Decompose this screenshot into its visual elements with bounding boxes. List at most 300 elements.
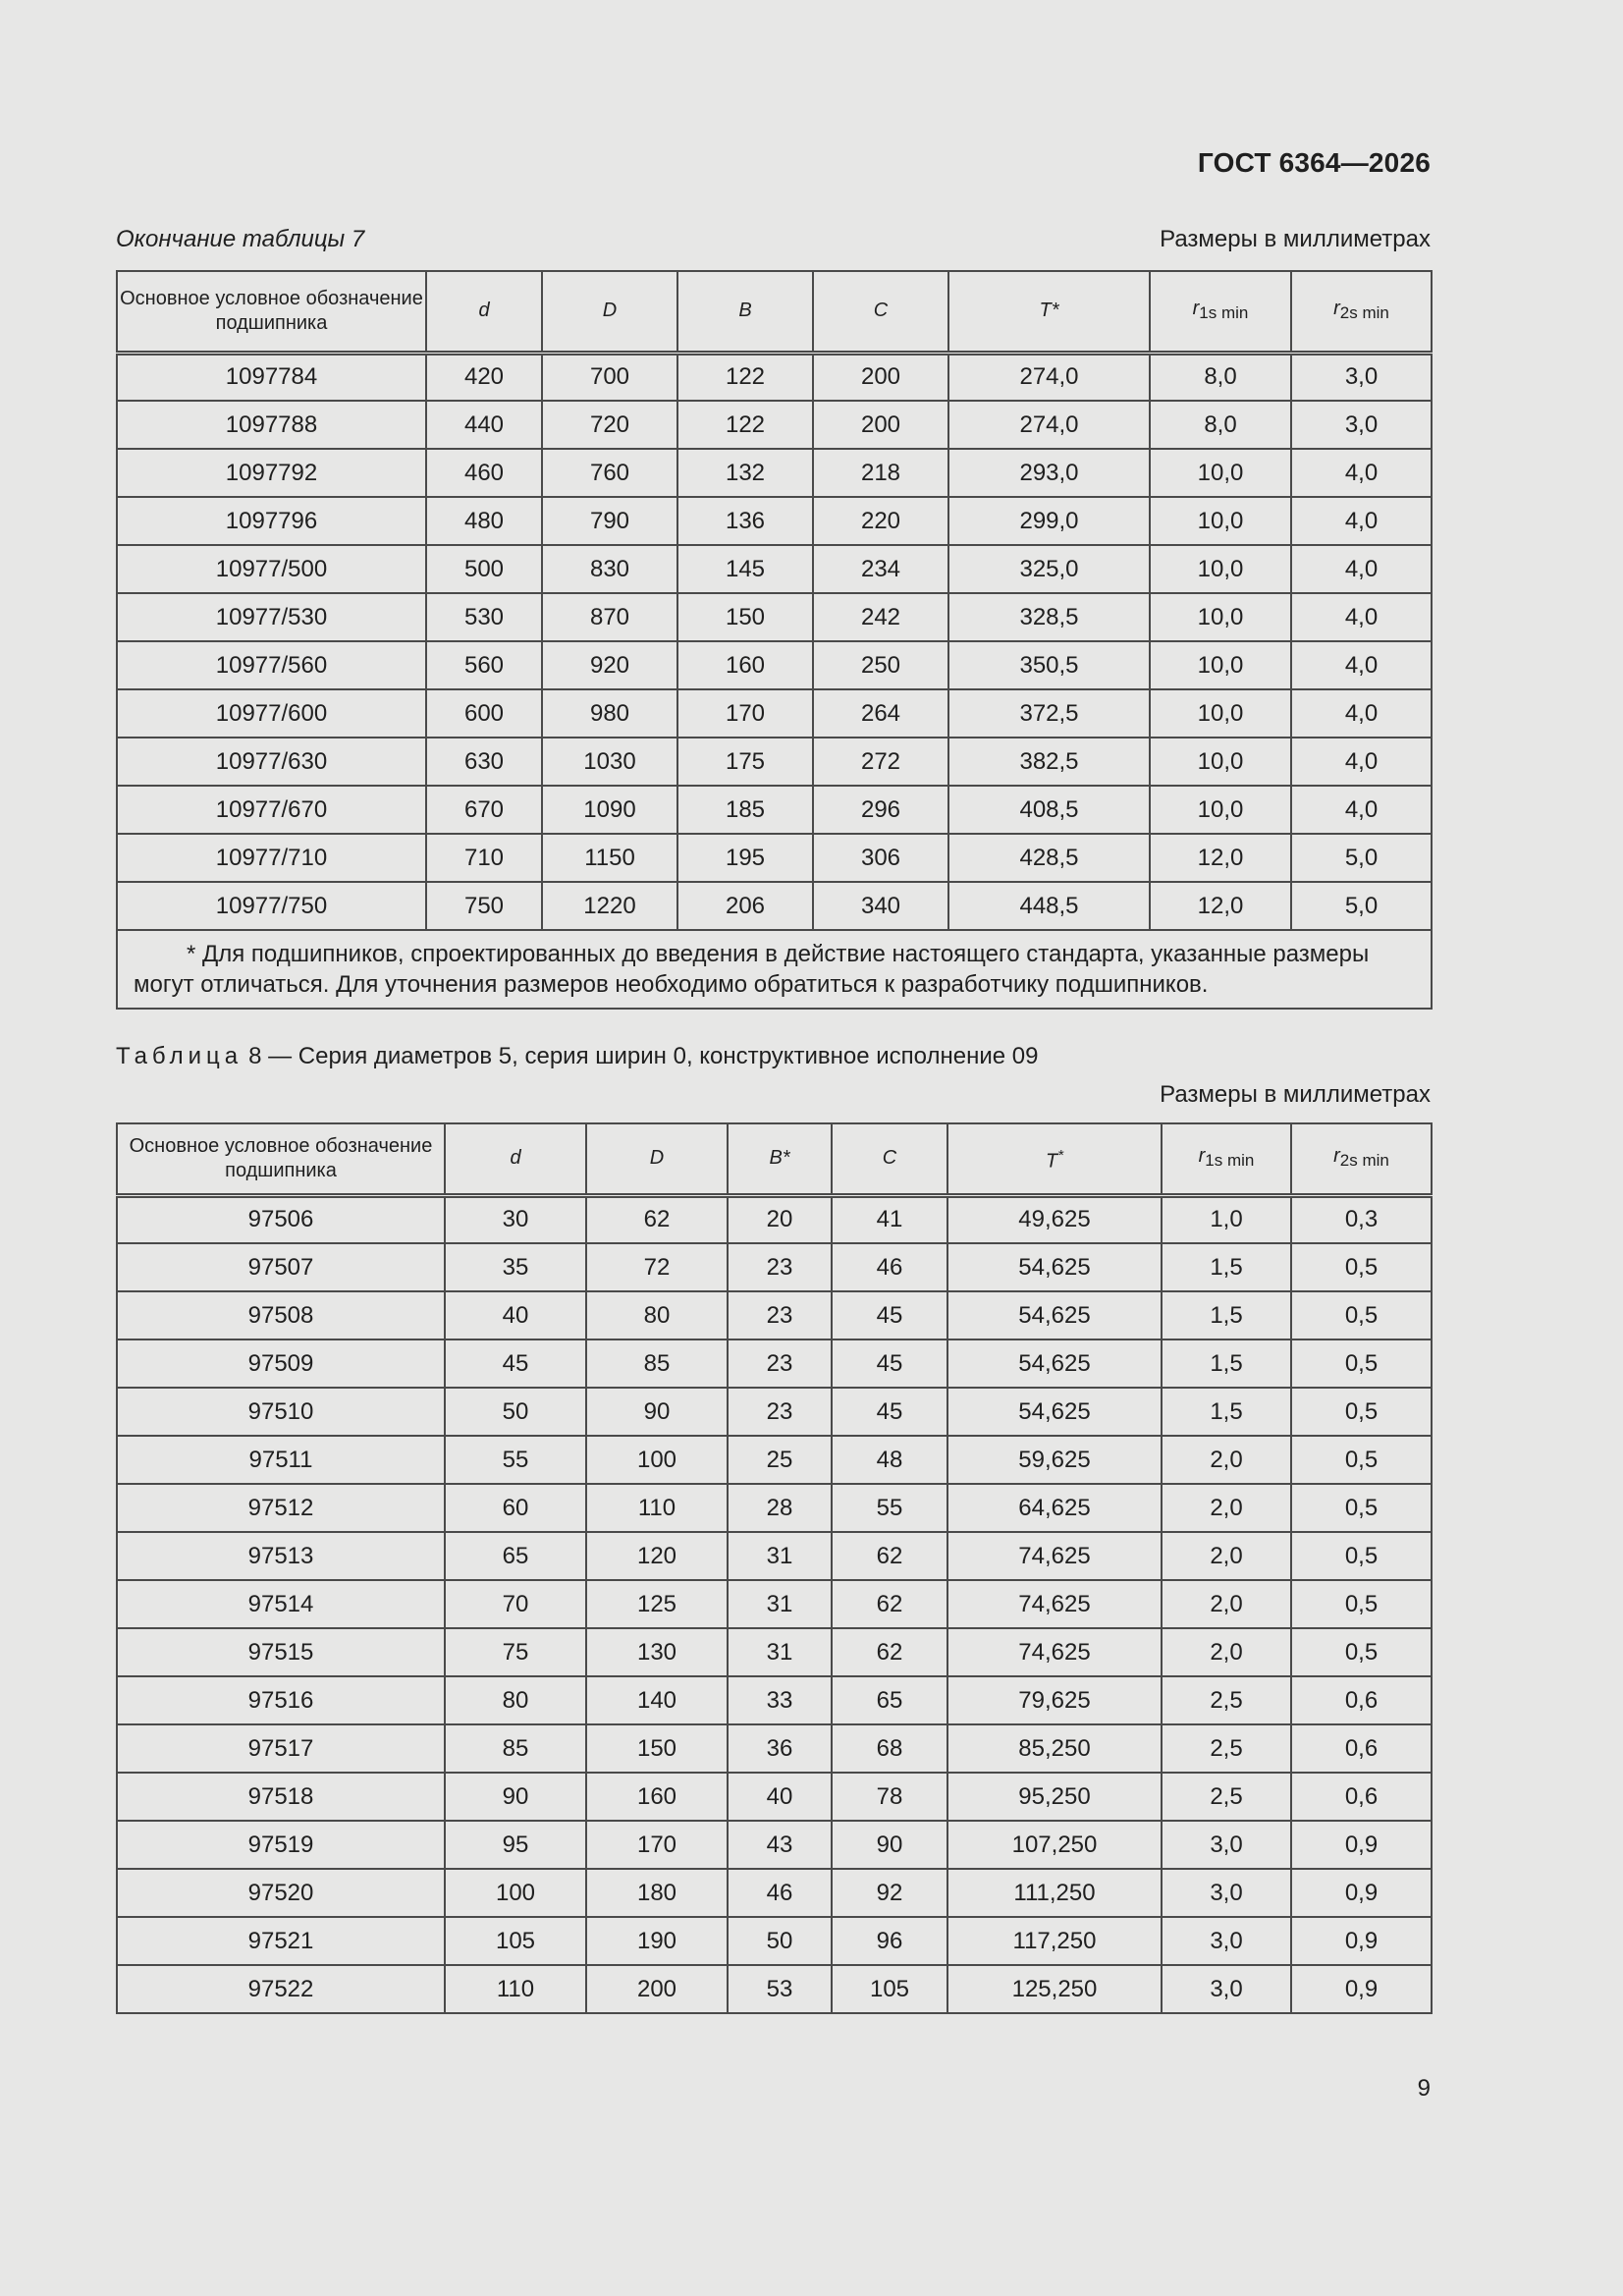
table-cell: 23 [728, 1243, 832, 1291]
table-cell: 62 [832, 1628, 947, 1676]
symbol: r [1333, 298, 1340, 320]
table-cell: 97522 [117, 1965, 445, 2013]
col-header-r1s-min [1150, 271, 1291, 353]
table-cell: 59,625 [947, 1436, 1162, 1484]
table-cell: 48 [832, 1436, 947, 1484]
table-cell: 8,0 [1150, 353, 1291, 401]
table-cell: 122 [677, 353, 813, 401]
table-cell: 274,0 [948, 353, 1150, 401]
table-cell: 980 [542, 689, 677, 738]
symbol: T [1045, 1150, 1058, 1173]
table-row [117, 1628, 1432, 1676]
table-cell: 70 [445, 1580, 586, 1628]
table-cell: 296 [813, 786, 948, 834]
table-cell: 1220 [542, 882, 677, 930]
table-cell: 97518 [117, 1773, 445, 1821]
table-cell: 10977/710 [117, 834, 426, 882]
col-header-C: C [832, 1123, 947, 1195]
table-cell: 200 [813, 401, 948, 449]
table-cell: 74,625 [947, 1580, 1162, 1628]
table-cell: 30 [445, 1195, 586, 1243]
table-cell: 1097784 [117, 353, 426, 401]
table-cell: 75 [445, 1628, 586, 1676]
table-cell: 0,5 [1291, 1291, 1432, 1339]
table-cell: 448,5 [948, 882, 1150, 930]
table-cell: 1097788 [117, 401, 426, 449]
table-cell: 79,625 [947, 1676, 1162, 1724]
symbol: r [1333, 1145, 1340, 1168]
table-cell: 28 [728, 1484, 832, 1532]
table-cell: 1150 [542, 834, 677, 882]
col-header-designation: Основное условное обозначение подшипника [117, 1123, 445, 1195]
table-cell: 264 [813, 689, 948, 738]
table-cell: 2,0 [1162, 1484, 1291, 1532]
table-cell: 96 [832, 1917, 947, 1965]
table-row [117, 834, 1432, 882]
table-cell: 350,5 [948, 641, 1150, 689]
table-cell: 2,5 [1162, 1773, 1291, 1821]
table-cell: 10,0 [1150, 641, 1291, 689]
table-cell: 23 [728, 1339, 832, 1388]
table-cell: 0,5 [1291, 1580, 1432, 1628]
table-cell: 920 [542, 641, 677, 689]
table-cell: 0,9 [1291, 1869, 1432, 1917]
col-header-d: d [445, 1123, 586, 1195]
table-cell: 10977/630 [117, 738, 426, 786]
table-cell: 4,0 [1291, 497, 1432, 545]
table-cell: 107,250 [947, 1821, 1162, 1869]
table-cell: 0,9 [1291, 1965, 1432, 2013]
table-cell: 480 [426, 497, 542, 545]
table-row [117, 1195, 1432, 1243]
table-cell: 1,0 [1162, 1195, 1291, 1243]
table-cell: 97510 [117, 1388, 445, 1436]
table-cell: 1097792 [117, 449, 426, 497]
table-cell: 500 [426, 545, 542, 593]
table-row [117, 882, 1432, 930]
table-cell: 74,625 [947, 1532, 1162, 1580]
table-cell: 90 [586, 1388, 728, 1436]
table-cell: 2,0 [1162, 1532, 1291, 1580]
table-cell: 46 [728, 1869, 832, 1917]
table-cell: 2,0 [1162, 1580, 1291, 1628]
table-cell: 408,5 [948, 786, 1150, 834]
table-row [117, 1532, 1432, 1580]
table-7 [116, 270, 1433, 1010]
table-cell: 3,0 [1162, 1869, 1291, 1917]
table-cell: 45 [832, 1291, 947, 1339]
table-cell: 125,250 [947, 1965, 1162, 2013]
table-cell: 117,250 [947, 1917, 1162, 1965]
col-header-T: T* [948, 271, 1150, 353]
table-row [117, 1243, 1432, 1291]
table8-label: Таблица [116, 1043, 243, 1069]
table-cell: 1,5 [1162, 1388, 1291, 1436]
table-cell: 293,0 [948, 449, 1150, 497]
table-cell: 3,0 [1291, 353, 1432, 401]
table-cell: 299,0 [948, 497, 1150, 545]
table-row [117, 786, 1432, 834]
table-cell: 710 [426, 834, 542, 882]
table-cell: 5,0 [1291, 882, 1432, 930]
table-cell: 105 [445, 1917, 586, 1965]
footnote-text: * Для подшипников, спроектированных до введения в действие настоящего стандарта, указанные размеры могут отличаться. Для уточнения размеров необходимо обратиться к разработчику подшипников. [134, 941, 1370, 998]
table-cell: 150 [677, 593, 813, 641]
table-cell: 49,625 [947, 1195, 1162, 1243]
table-cell: 3,0 [1162, 1821, 1291, 1869]
table-row [117, 1724, 1432, 1773]
table-cell: 10,0 [1150, 689, 1291, 738]
table-cell: 0,5 [1291, 1484, 1432, 1532]
table-cell: 100 [586, 1436, 728, 1484]
table-row [117, 738, 1432, 786]
table7-caption-row [116, 226, 1431, 253]
table-cell: 4,0 [1291, 449, 1432, 497]
table-cell: 97509 [117, 1339, 445, 1388]
table-cell: 130 [586, 1628, 728, 1676]
table-cell: 325,0 [948, 545, 1150, 593]
table8-units: Размеры в миллиметрах [1160, 1081, 1431, 1108]
table-cell: 1030 [542, 738, 677, 786]
table-cell: 54,625 [947, 1339, 1162, 1388]
table-cell: 62 [832, 1532, 947, 1580]
table-cell: 97508 [117, 1291, 445, 1339]
table-cell: 54,625 [947, 1388, 1162, 1436]
table-cell: 218 [813, 449, 948, 497]
table-cell: 0,6 [1291, 1676, 1432, 1724]
table-cell: 97521 [117, 1917, 445, 1965]
table-cell: 200 [586, 1965, 728, 2013]
table-row [117, 1291, 1432, 1339]
table-cell: 97514 [117, 1580, 445, 1628]
table-cell: 4,0 [1291, 738, 1432, 786]
col-header-r2s-min [1291, 271, 1432, 353]
table-cell: 10,0 [1150, 593, 1291, 641]
table-cell: 40 [728, 1773, 832, 1821]
table-cell: 1090 [542, 786, 677, 834]
table-cell: 560 [426, 641, 542, 689]
table-cell: 97517 [117, 1724, 445, 1773]
col-header-B: B [677, 271, 813, 353]
table-cell: 72 [586, 1243, 728, 1291]
col-header-r2s-min [1291, 1123, 1432, 1195]
table-cell: 750 [426, 882, 542, 930]
table-row [117, 641, 1432, 689]
table-cell: 0,5 [1291, 1436, 1432, 1484]
table-cell: 3,0 [1162, 1965, 1291, 2013]
table-cell: 175 [677, 738, 813, 786]
table-cell: 10,0 [1150, 786, 1291, 834]
table-cell: 0,6 [1291, 1773, 1432, 1821]
table-row [117, 1388, 1432, 1436]
table-cell: 41 [832, 1195, 947, 1243]
table-cell: 170 [586, 1821, 728, 1869]
table-row [117, 1917, 1432, 1965]
table-cell: 95 [445, 1821, 586, 1869]
table-cell: 60 [445, 1484, 586, 1532]
table-cell: 185 [677, 786, 813, 834]
table-cell: 90 [445, 1773, 586, 1821]
table-cell: 35 [445, 1243, 586, 1291]
table-cell: 132 [677, 449, 813, 497]
table-row [117, 1821, 1432, 1869]
table-cell: 1,5 [1162, 1339, 1291, 1388]
table-cell: 45 [832, 1388, 947, 1436]
table-cell: 97513 [117, 1532, 445, 1580]
table-cell: 0,6 [1291, 1724, 1432, 1773]
col-header-B: B* [728, 1123, 832, 1195]
table-row [117, 1965, 1432, 2013]
table-cell: 95,250 [947, 1773, 1162, 1821]
table-cell: 97520 [117, 1869, 445, 1917]
table-cell: 40 [445, 1291, 586, 1339]
table-cell: 55 [445, 1436, 586, 1484]
table-cell: 120 [586, 1532, 728, 1580]
table-row [117, 1484, 1432, 1532]
table-cell: 136 [677, 497, 813, 545]
table-cell: 2,0 [1162, 1436, 1291, 1484]
table-cell: 50 [728, 1917, 832, 1965]
table-cell: 1,5 [1162, 1243, 1291, 1291]
table-cell: 328,5 [948, 593, 1150, 641]
col-header-C: C [813, 271, 948, 353]
table-cell: 420 [426, 353, 542, 401]
table-cell: 3,0 [1162, 1917, 1291, 1965]
col-header-D: D [542, 271, 677, 353]
table-cell: 74,625 [947, 1628, 1162, 1676]
table-cell: 36 [728, 1724, 832, 1773]
table-cell: 2,5 [1162, 1676, 1291, 1724]
table-row [117, 497, 1432, 545]
table-cell: 20 [728, 1195, 832, 1243]
table-cell: 62 [832, 1580, 947, 1628]
table-cell: 274,0 [948, 401, 1150, 449]
table-cell: 234 [813, 545, 948, 593]
table7-units: Размеры в миллиметрах [1160, 226, 1431, 252]
table-row [117, 593, 1432, 641]
table-cell: 2,5 [1162, 1724, 1291, 1773]
table-cell: 760 [542, 449, 677, 497]
table8-title-text: 8 — Серия диаметров 5, серия ширин 0, конструктивное исполнение 09 [248, 1043, 1039, 1069]
table-cell: 78 [832, 1773, 947, 1821]
table-row [117, 689, 1432, 738]
table-row [117, 1580, 1432, 1628]
col-header-D: D [586, 1123, 728, 1195]
table-cell: 250 [813, 641, 948, 689]
table-cell: 54,625 [947, 1291, 1162, 1339]
table-cell: 97519 [117, 1821, 445, 1869]
table-cell: 220 [813, 497, 948, 545]
table-cell: 180 [586, 1869, 728, 1917]
table-cell: 85 [586, 1339, 728, 1388]
col-header-d: d [426, 271, 542, 353]
table-cell: 0,5 [1291, 1339, 1432, 1388]
table-cell: 160 [677, 641, 813, 689]
table-cell: 23 [728, 1291, 832, 1339]
table-cell: 160 [586, 1773, 728, 1821]
table-cell: 140 [586, 1676, 728, 1724]
table-cell: 111,250 [947, 1869, 1162, 1917]
table-cell: 10977/500 [117, 545, 426, 593]
table-cell: 600 [426, 689, 542, 738]
subscript: 2s min [1339, 1151, 1389, 1171]
table-cell: 700 [542, 353, 677, 401]
table-cell: 50 [445, 1388, 586, 1436]
table-cell: 0,9 [1291, 1821, 1432, 1869]
table-cell: 97515 [117, 1628, 445, 1676]
table-cell: 145 [677, 545, 813, 593]
table-cell: 206 [677, 882, 813, 930]
table-cell: 97512 [117, 1484, 445, 1532]
table-cell: 0,5 [1291, 1532, 1432, 1580]
table-cell: 2,0 [1162, 1628, 1291, 1676]
table-cell: 55 [832, 1484, 947, 1532]
table-cell: 97516 [117, 1676, 445, 1724]
table-cell: 170 [677, 689, 813, 738]
superscript: * [1057, 1146, 1064, 1164]
table-cell: 870 [542, 593, 677, 641]
table-cell: 4,0 [1291, 786, 1432, 834]
table-cell: 62 [586, 1195, 728, 1243]
table-cell: 53 [728, 1965, 832, 2013]
table-cell: 65 [832, 1676, 947, 1724]
table-cell: 4,0 [1291, 689, 1432, 738]
table-cell: 1,5 [1162, 1291, 1291, 1339]
table-cell: 10977/530 [117, 593, 426, 641]
table-row [117, 1436, 1432, 1484]
table-cell: 10,0 [1150, 738, 1291, 786]
table8-body [117, 1195, 1432, 2013]
table-cell: 10977/600 [117, 689, 426, 738]
table-cell: 460 [426, 449, 542, 497]
table-cell: 440 [426, 401, 542, 449]
table-cell: 45 [445, 1339, 586, 1388]
table-cell: 190 [586, 1917, 728, 1965]
table-cell: 80 [445, 1676, 586, 1724]
table-row [117, 353, 1432, 401]
table-cell: 54,625 [947, 1243, 1162, 1291]
table-cell: 100 [445, 1869, 586, 1917]
table-row [117, 1676, 1432, 1724]
symbol: r [1192, 298, 1200, 320]
table-cell: 85,250 [947, 1724, 1162, 1773]
table-cell: 0,5 [1291, 1628, 1432, 1676]
subscript: 1s min [1199, 303, 1249, 323]
table-cell: 10,0 [1150, 449, 1291, 497]
table-cell: 530 [426, 593, 542, 641]
table-cell: 85 [445, 1724, 586, 1773]
table-cell: 790 [542, 497, 677, 545]
table-cell: 10977/670 [117, 786, 426, 834]
table-cell: 10,0 [1150, 545, 1291, 593]
table-cell: 428,5 [948, 834, 1150, 882]
table-cell: 720 [542, 401, 677, 449]
table-cell: 97511 [117, 1436, 445, 1484]
col-header-T [947, 1123, 1162, 1195]
table-cell: 23 [728, 1388, 832, 1436]
table8-title [116, 1043, 1038, 1070]
table-cell: 65 [445, 1532, 586, 1580]
table-cell: 306 [813, 834, 948, 882]
table-cell: 630 [426, 738, 542, 786]
table-cell: 4,0 [1291, 641, 1432, 689]
table-cell: 0,9 [1291, 1917, 1432, 1965]
table-cell: 242 [813, 593, 948, 641]
table-cell: 12,0 [1150, 882, 1291, 930]
table-cell: 372,5 [948, 689, 1150, 738]
table-cell: 382,5 [948, 738, 1150, 786]
table-cell: 105 [832, 1965, 947, 2013]
col-header-r1s-min [1162, 1123, 1291, 1195]
page-number: 9 [1417, 2075, 1431, 2102]
symbol: r [1198, 1145, 1206, 1168]
table-cell: 272 [813, 738, 948, 786]
table-cell: 43 [728, 1821, 832, 1869]
table-cell: 10977/750 [117, 882, 426, 930]
table-row [117, 1339, 1432, 1388]
table-cell: 92 [832, 1869, 947, 1917]
table-cell: 670 [426, 786, 542, 834]
table-cell: 31 [728, 1628, 832, 1676]
table-cell: 25 [728, 1436, 832, 1484]
table-cell: 45 [832, 1339, 947, 1388]
table-cell: 122 [677, 401, 813, 449]
table-row [117, 449, 1432, 497]
document-code: ГОСТ 6364—2026 [1197, 147, 1431, 178]
table-cell: 3,0 [1291, 401, 1432, 449]
table-cell: 0,3 [1291, 1195, 1432, 1243]
table-8 [116, 1122, 1433, 2014]
table-cell: 97507 [117, 1243, 445, 1291]
table-cell: 64,625 [947, 1484, 1162, 1532]
table-cell: 125 [586, 1580, 728, 1628]
table-cell: 31 [728, 1532, 832, 1580]
table-row [117, 1869, 1432, 1917]
table-cell: 8,0 [1150, 401, 1291, 449]
table-cell: 110 [586, 1484, 728, 1532]
table-cell: 33 [728, 1676, 832, 1724]
table-cell: 90 [832, 1821, 947, 1869]
table-cell: 80 [586, 1291, 728, 1339]
table-cell: 4,0 [1291, 593, 1432, 641]
table-cell: 150 [586, 1724, 728, 1773]
subscript: 2s min [1339, 303, 1389, 323]
table7-footnote [117, 930, 1432, 1009]
table-cell: 10,0 [1150, 497, 1291, 545]
table-cell: 195 [677, 834, 813, 882]
table-cell: 0,5 [1291, 1243, 1432, 1291]
table-cell: 340 [813, 882, 948, 930]
table-cell: 97506 [117, 1195, 445, 1243]
table-cell: 12,0 [1150, 834, 1291, 882]
table-cell: 4,0 [1291, 545, 1432, 593]
table7-caption: Окончание таблицы 7 [116, 226, 365, 252]
table-row [117, 545, 1432, 593]
subscript: 1s min [1205, 1151, 1255, 1171]
table-cell: 5,0 [1291, 834, 1432, 882]
table-cell: 0,5 [1291, 1388, 1432, 1436]
table-cell: 68 [832, 1724, 947, 1773]
col-header-designation: Основное условное обозначение подшипника [117, 271, 426, 353]
table-cell: 46 [832, 1243, 947, 1291]
table-row [117, 401, 1432, 449]
table-cell: 110 [445, 1965, 586, 2013]
table-cell: 31 [728, 1580, 832, 1628]
table-cell: 830 [542, 545, 677, 593]
table7-body [117, 353, 1432, 930]
table-cell: 200 [813, 353, 948, 401]
table-cell: 10977/560 [117, 641, 426, 689]
